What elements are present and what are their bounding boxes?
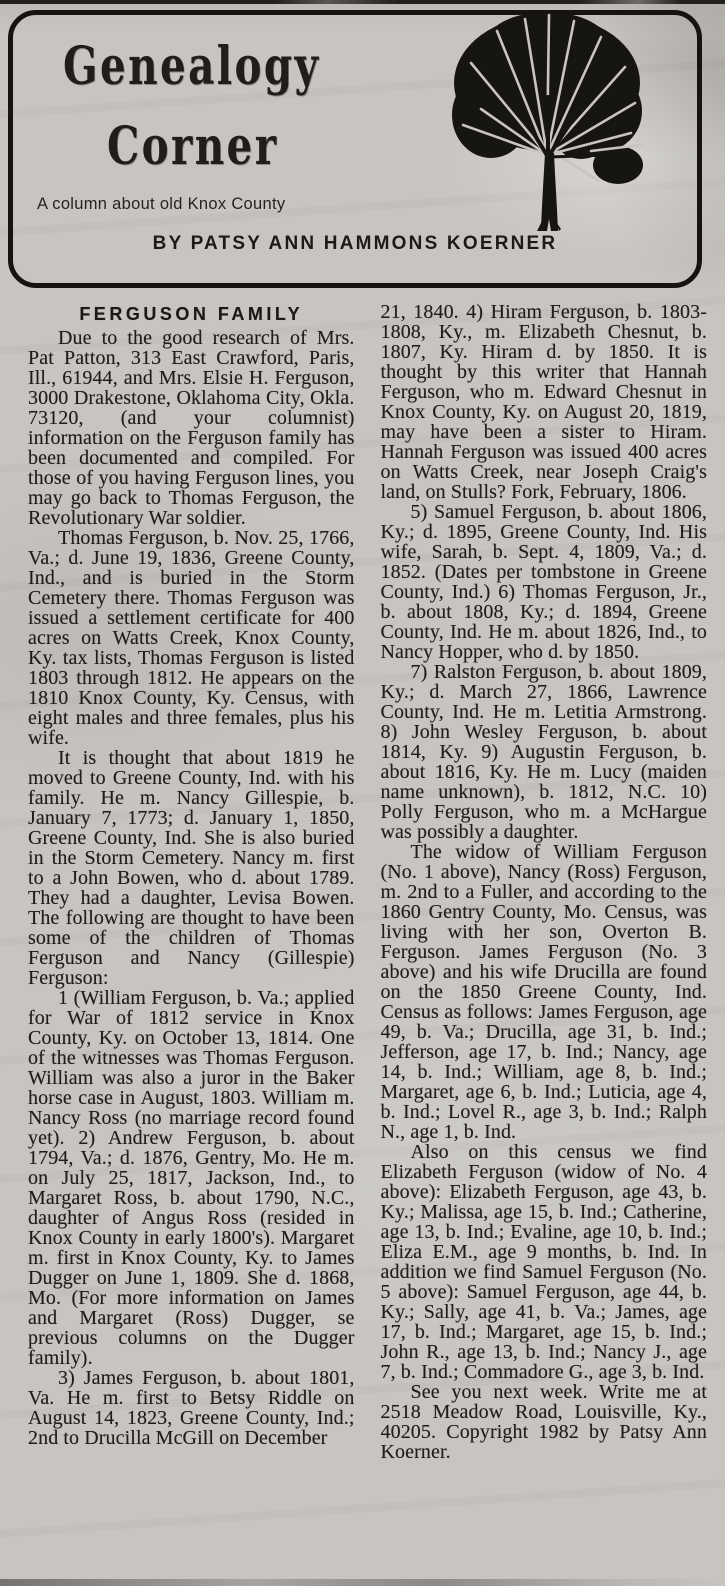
column-title-line1: Genealogy bbox=[63, 36, 321, 97]
article-paragraph: 3) James Ferguson, b. about 1801, Va. He m. first to Betsy Riddle on August 14, 1823, Greene County, Ind.; 2nd to Drucilla McGill on December bbox=[28, 1367, 355, 1449]
article-paragraph: 1 (William Ferguson, b. Va.; applied for War of 1812 service in Knox County, Ky. on October 13, 1814. One of the witnesses was Thomas Ferguson. William was also a juror in the Baker horse case in August, 1803. William m. Nancy Ross (no marriage record found yet). 2) Andrew Ferguson, b. about 1794, Va.; d. 1876, Gentry, Mo. He m. on July 25, 1817, Jackson, Ind., to Margaret Ross, b. about 1790, N.C., daughter of Angus Ross (resided in Knox County in early 1800's). Margaret m. first in Knox County, Ky. to James Dugger on June 1, 1809. She d. 1868, Mo. (For more information on James and Margaret (Ross) Dugger, se previous columns on the Dugger family). bbox=[28, 987, 355, 1369]
article-paragraph: It is thought that about 1819 he moved to Greene County, Ind. with his family. He m. Nancy Gillespie, b. January 7, 1773; d. January 1, 1850, Greene County, Ind. She is also buried in the Storm Cemetery. Nancy m. first to a John Bowen, who d. about 1789. They had a daughter, Levisa Bowen. The following are thought to have been some of the children of Thomas Ferguson and Nancy (Gillespie) Ferguson: bbox=[28, 747, 355, 989]
column-title-line2: Corner bbox=[107, 116, 279, 177]
section-heading: FERGUSON FAMILY bbox=[79, 304, 304, 324]
torn-edge-top bbox=[0, 0, 725, 4]
article-paragraph: Also on this census we find Elizabeth Ferguson (widow of No. 4 above): Elizabeth Ferguson, age 43, b. Ky.; Malissa, age 15, b. Ind.; Catherine, age 13, b. Ind.; Evaline, age 10, b. Ind.; Eliza E.M., age 9 months, b. Ind. In addition we find Samuel Ferguson (No. 5 above): Samuel Ferguson, age 44, b. Ky.; Sally, age 41, b. Va.; James, age 17, b. Ind.; Margaret, age 15, b. Ind.; John R., age 13, b. Ind.; Nancy J., age 7, b. Ind.; Commadore G., age 3, b. Ind. bbox=[380, 1141, 707, 1383]
masthead-subtitle: A column about old Knox County bbox=[37, 195, 286, 213]
article-paragraph: 5) Samuel Ferguson, b. about 1806, Ky.; d. 1895, Greene County, Ind. His wife, Sarah, b. Sept. 4, 1809, Va.; d. 1852. (Dates per tombstone in Greene County, Ind.) 6) Thomas Ferguson, Jr., b. about 1808, Ky.; d. 1894, Greene County, Ind. He m. about 1826, Ind., to Nancy Hopper, who d. by 1850. bbox=[380, 501, 707, 663]
masthead-box bbox=[8, 10, 702, 288]
article-paragraph: See you next week. Write me at 2518 Meadow Road, Louisville, Ky., 40205. Copyright 1982 by Patsy Ann Koerner. bbox=[380, 1381, 707, 1463]
article-paragraph: Due to the good research of Mrs. Pat Patton, 313 East Crawford, Paris, Ill., 61944, and Mrs. Elsie H. Ferguson, 3000 Drakestone, Oklahoma City, Okla. 73120, (and your columnist) information on the Ferguson family has been documented and compiled. For those of you having Ferguson lines, you may go back to Thomas Ferguson, the Revolutionary War soldier. bbox=[28, 327, 355, 529]
tree-illustration bbox=[441, 5, 655, 233]
article-paragraph: The widow of William Ferguson (No. 1 above), Nancy (Ross) Ferguson, m. 2nd to a Fuller, and according to the 1860 Gentry County, Mo. Census, was living with her son, Overton B. Ferguson. James Ferguson (No. 3 above) and his wife Drucilla are found on the 1850 Greene County, Ind. Census as follows: James Ferguson, age 49, b. Va.; Drucilla, age 31, b. Ind.; Jefferson, age 17, b. Ind.; Nancy, age 14, b. Ind.; William, age 8, b. Ind.; Margaret, age 6, b. Ind.; Luticia, age 4, b. Ind.; Lovel R., age 3, b. Ind.; Ralph N., age 1, b. Ind. bbox=[380, 841, 707, 1143]
masthead-byline: BY PATSY ANN HAMMONS KOERNER bbox=[152, 233, 558, 254]
article-paragraph: Thomas Ferguson, b. Nov. 25, 1766, Va.; d. June 19, 1836, Greene County, Ind., and is buried in the Storm Cemetery there. Thomas Ferguson was issued a settlement certificate for 400 acres on Watts Creek, Knox County, Ky. tax lists, Thomas Ferguson is listed 1803 through 1812. He appears on the 1810 Knox County, Ky. Census, with eight males and three females, plus his wife. bbox=[28, 527, 355, 749]
article-paragraph: 21, 1840. 4) Hiram Ferguson, b. 1803-1808, Ky., m. Elizabeth Chesnut, b. 1807, Ky. Hiram d. by 1850. It is thought by this writer that Hannah Ferguson, who m. Edward Chesnut in Knox County, Ky. on August 20, 1819, may have been a sister to Hiram. Hannah Ferguson was issued 400 acres on Watts Creek, near Joseph Craig's land, on Stulls? Fork, February, 1806. bbox=[380, 301, 707, 503]
tree-icon bbox=[441, 5, 655, 233]
torn-edge-bottom bbox=[0, 1579, 725, 1586]
article-left-column bbox=[28, 302, 355, 1462]
article-paragraph: 7) Ralston Ferguson, b. about 1809, Ky.; d. March 27, 1866, Lawrence County, Ind. He m. Letitia Armstrong. 8) John Wesley Ferguson, b. about 1814, Ky. 9) Augustin Ferguson, b. about 1816, Ky. He m. Lucy (maiden name unknown), b. 1812, N.C. 10) Polly Ferguson, who m. a McHargue was possibly a daughter. bbox=[380, 661, 707, 843]
article-body bbox=[28, 302, 707, 1462]
article-right-column bbox=[381, 302, 708, 1462]
